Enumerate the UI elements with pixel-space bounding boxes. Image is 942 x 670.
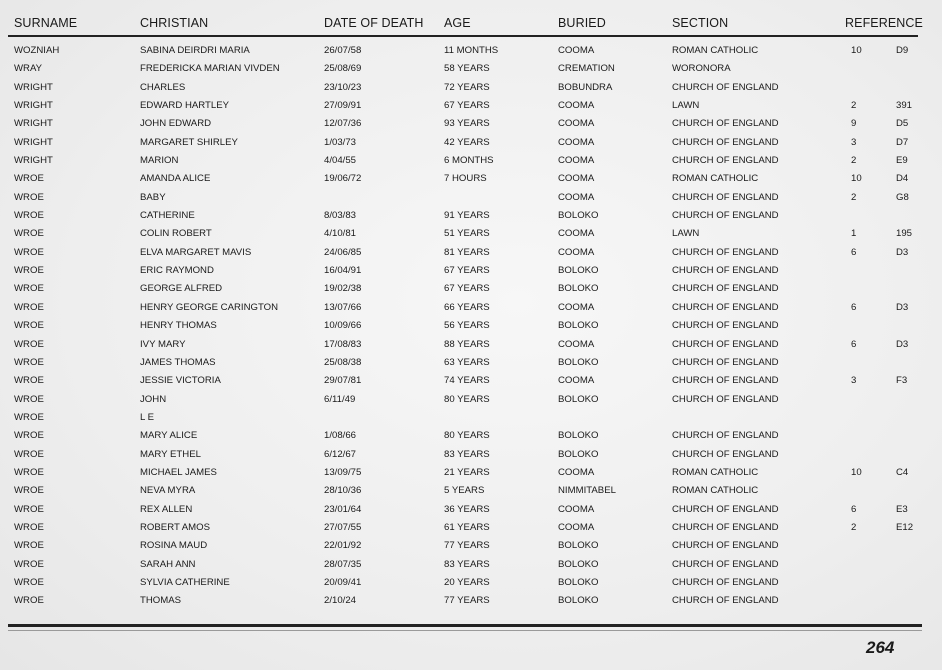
table-row [0,61,942,79]
cell-age: 7 HOURS [444,173,487,185]
table-row [0,245,942,263]
table-row [0,355,942,373]
cell-surname: WOZNIAH [14,45,60,56]
cell-section: CHURCH OF ENGLAND [672,595,779,607]
cell-age: 77 YEARS [444,540,490,552]
page-number: 264 [866,638,895,657]
cell-reference-number: 2 [851,191,857,203]
cell-surname: WROE [14,320,44,332]
cell-reference-code: D3 [896,338,909,350]
cell-date-of-death: 24/06/85 [324,246,362,258]
cell-christian: CHARLES [140,81,186,93]
cell-surname: WRIGHT [14,155,53,167]
cell-age: 6 MONTHS [444,155,494,167]
cell-date-of-death: 19/02/38 [324,283,362,295]
table-row [0,410,942,428]
cell-surname: WRIGHT [14,118,53,130]
table-row [0,226,942,244]
cell-buried: COOMA [558,301,595,313]
cell-christian: JESSIE VICTORIA [140,375,221,387]
cell-christian: REX ALLEN [140,503,193,515]
cell-christian: EDWARD HARTLEY [140,100,230,112]
cell-christian: ROSINA MAUD [140,540,208,552]
table-row [0,80,942,98]
header-surname: SURNAME [14,16,78,30]
cell-age: 83 YEARS [444,558,490,570]
cell-reference-number: 10 [851,173,862,185]
cell-buried: COOMA [558,375,595,387]
cell-date-of-death: 1/03/73 [324,136,357,148]
cell-surname: WROE [14,338,44,350]
table-row [0,171,942,189]
cell-buried: NIMMITABEL [558,485,616,497]
table-row [0,300,942,318]
cell-reference-number: 3 [851,136,857,148]
cell-surname: WROE [14,210,44,222]
cell-reference-number: 6 [851,246,857,258]
cell-section: CHURCH OF ENGLAND [672,118,779,130]
cell-surname: WROE [14,576,44,588]
cell-buried: BOLOKO [558,393,599,405]
cell-buried: BOBUNDRA [558,81,613,93]
cell-buried: COOMA [558,503,595,515]
cell-section: CHURCH OF ENGLAND [672,521,779,533]
cell-age: 80 YEARS [444,430,490,442]
cell-reference-number: 6 [851,338,857,350]
cell-surname: WRIGHT [14,100,53,112]
cell-reference-code: D3 [896,301,909,313]
cell-reference-code: 195 [896,228,913,240]
cell-section: CHURCH OF ENGLAND [672,375,779,387]
cell-christian: HENRY THOMAS [140,320,217,332]
cell-date-of-death: 20/09/41 [324,576,362,588]
cell-surname: WROE [14,558,44,570]
cell-buried: COOMA [558,136,595,148]
cell-age: 67 YEARS [444,265,490,277]
cell-section: CHURCH OF ENGLAND [672,558,779,570]
cell-surname: WROE [14,430,44,442]
cell-section: CHURCH OF ENGLAND [672,393,779,405]
cell-buried: BOLOKO [558,576,599,588]
cell-christian: MICHAEL JAMES [140,466,217,478]
cell-date-of-death: 19/06/72 [324,173,362,185]
table-row [0,428,942,446]
table-row [0,116,942,134]
cell-surname: WRIGHT [14,81,53,93]
cell-age: 91 YEARS [444,210,490,222]
cell-date-of-death: 28/10/36 [324,485,362,497]
cell-section: CHURCH OF ENGLAND [672,576,779,588]
footer-rule [8,624,922,627]
header-date-of-death: DATE OF DEATH [324,16,424,30]
cell-surname: WROE [14,595,44,607]
cell-age: 88 YEARS [444,338,490,350]
cell-reference-code: G8 [896,191,909,203]
cell-reference-number: 10 [851,466,862,478]
table-row [0,538,942,556]
cell-christian: COLIN ROBERT [140,228,212,240]
cell-buried: BOLOKO [558,265,599,277]
cell-age: 36 YEARS [444,503,490,515]
cell-age: 74 YEARS [444,375,490,387]
cell-section: CHURCH OF ENGLAND [672,191,779,203]
cell-christian: SABINA DEIRDRI MARIA [140,45,250,56]
cell-date-of-death: 22/01/92 [324,540,362,552]
cell-reference-number: 9 [851,118,857,130]
cell-buried: COOMA [558,246,595,258]
cell-reference-code: D7 [896,136,909,148]
cell-reference-code: D3 [896,246,909,258]
table-row [0,575,942,593]
cell-date-of-death: 28/07/35 [324,558,362,570]
cell-date-of-death: 16/04/91 [324,265,362,277]
cell-christian: IVY MARY [140,338,186,350]
cell-date-of-death: 23/01/64 [324,503,362,515]
cell-buried: BOLOKO [558,540,599,552]
table-row [0,502,942,520]
table-row [0,135,942,153]
cell-surname: WROE [14,503,44,515]
cell-buried: COOMA [558,118,595,130]
cell-surname: WROE [14,283,44,295]
cell-buried: COOMA [558,228,595,240]
cell-reference-number: 2 [851,100,857,112]
cell-surname: WROE [14,466,44,478]
cell-buried: BOLOKO [558,320,599,332]
cell-reference-number: 6 [851,503,857,515]
cell-date-of-death: 25/08/38 [324,356,362,368]
cell-surname: WROE [14,228,44,240]
cell-reference-code: E9 [896,155,908,167]
cell-section: CHURCH OF ENGLAND [672,81,779,93]
cell-section: CHURCH OF ENGLAND [672,448,779,460]
cell-age: 11 MONTHS [444,45,499,56]
cell-surname: WROE [14,521,44,533]
table-row [0,447,942,465]
cell-age: 42 YEARS [444,136,490,148]
cell-christian: HENRY GEORGE CARINGTON [140,301,279,313]
cell-section: CHURCH OF ENGLAND [672,503,779,515]
cell-date-of-death: 29/07/81 [324,375,362,387]
cell-section: WORONORA [672,63,731,75]
cell-age: 20 YEARS [444,576,490,588]
cell-date-of-death: 27/07/55 [324,521,362,533]
cell-christian: GEORGE ALFRED [140,283,223,295]
cell-age: 66 YEARS [444,301,490,313]
cell-christian: ERIC RAYMOND [140,265,214,277]
table-body [0,43,942,612]
cell-buried: BOLOKO [558,448,599,460]
cell-section: CHURCH OF ENGLAND [672,155,779,167]
cell-reference-number: 2 [851,155,857,167]
cell-surname: WROE [14,301,44,313]
cell-buried: BOLOKO [558,283,599,295]
cell-christian: JAMES THOMAS [140,356,216,368]
cell-reference-code: D4 [896,173,909,185]
cell-date-of-death: 1/08/66 [324,430,357,442]
cell-surname: WROE [14,375,44,387]
cell-age: 51 YEARS [444,228,490,240]
cell-date-of-death: 27/09/91 [324,100,362,112]
cell-section: CHURCH OF ENGLAND [672,540,779,552]
cell-date-of-death: 6/12/67 [324,448,357,460]
cell-buried: CREMATION [558,63,615,75]
header-section: SECTION [672,16,729,30]
cell-christian: L E [140,411,155,423]
cell-reference-number: 6 [851,301,857,313]
cell-buried: BOLOKO [558,356,599,368]
cell-date-of-death: 12/07/36 [324,118,362,130]
cell-reference-number: 3 [851,375,857,387]
header-reference: REFERENCE [845,16,923,30]
cell-surname: WROE [14,393,44,405]
table-row [0,98,942,116]
cell-section: CHURCH OF ENGLAND [672,210,779,222]
table-row [0,281,942,299]
cell-section: CHURCH OF ENGLAND [672,356,779,368]
table-row [0,557,942,575]
cell-christian: BABY [140,191,166,203]
cell-surname: WRAY [14,63,43,75]
cell-christian: MARY ALICE [140,430,198,442]
cell-age: 83 YEARS [444,448,490,460]
cell-christian: JOHN [140,393,167,405]
cell-age: 67 YEARS [444,100,490,112]
cell-christian: SARAH ANN [140,558,196,570]
cell-buried: BOLOKO [558,210,599,222]
table-row [0,520,942,538]
table-row [0,373,942,391]
cell-surname: WRIGHT [14,136,53,148]
cell-date-of-death: 8/03/83 [324,210,357,222]
cell-age: 80 YEARS [444,393,490,405]
cell-age: 21 YEARS [444,466,490,478]
cell-buried: COOMA [558,45,595,56]
cell-buried: COOMA [558,155,595,167]
table-row [0,190,942,208]
cell-buried: COOMA [558,173,595,185]
table-row [0,43,942,61]
cell-christian: ELVA MARGARET MAVIS [140,246,252,258]
cell-section: LAWN [672,228,700,240]
cell-reference-number: 2 [851,521,857,533]
cell-surname: WROE [14,173,44,185]
cell-section: ROMAN CATHOLIC [672,45,759,56]
cell-age: 72 YEARS [444,81,490,93]
cell-section: CHURCH OF ENGLAND [672,265,779,277]
cell-surname: WROE [14,411,44,423]
cell-reference-code: 391 [896,100,913,112]
cell-age: 93 YEARS [444,118,490,130]
cell-reference-code: E3 [896,503,908,515]
cell-age: 58 YEARS [444,63,490,75]
cell-surname: WROE [14,448,44,460]
cell-christian: THOMAS [140,595,182,607]
table-header [0,16,942,36]
cell-date-of-death: 23/10/23 [324,81,362,93]
cell-surname: WROE [14,265,44,277]
cell-age: 81 YEARS [444,246,490,258]
cell-surname: WROE [14,356,44,368]
table-row [0,483,942,501]
cell-date-of-death: 13/09/75 [324,466,362,478]
cell-section: CHURCH OF ENGLAND [672,320,779,332]
table-row [0,593,942,611]
cell-christian: JOHN EDWARD [140,118,212,130]
cell-surname: WROE [14,191,44,203]
cell-section: LAWN [672,100,700,112]
cell-reference-code: F3 [896,375,908,387]
cell-date-of-death: 26/07/58 [324,45,362,56]
cell-buried: COOMA [558,521,595,533]
cell-surname: WROE [14,540,44,552]
cell-christian: MARY ETHEL [140,448,201,460]
cell-reference-code: C4 [896,466,909,478]
table-row [0,208,942,226]
header-rule [8,35,918,37]
cell-section: CHURCH OF ENGLAND [672,283,779,295]
cell-age: 56 YEARS [444,320,490,332]
cell-section: CHURCH OF ENGLAND [672,136,779,148]
table-row [0,153,942,171]
cell-section: ROMAN CATHOLIC [672,485,759,497]
cell-date-of-death: 25/08/69 [324,63,362,75]
header-buried: BURIED [558,16,606,30]
header-christian: CHRISTIAN [140,16,209,30]
cell-section: CHURCH OF ENGLAND [672,301,779,313]
cell-christian: AMANDA ALICE [140,173,211,185]
cell-surname: WROE [14,246,44,258]
cell-surname: WROE [14,485,44,497]
cell-age: 77 YEARS [444,595,490,607]
table-row [0,318,942,336]
cell-section: CHURCH OF ENGLAND [672,430,779,442]
cell-reference-number: 10 [851,45,862,56]
cell-reference-number: 1 [851,228,857,240]
cell-christian: ROBERT AMOS [140,521,211,533]
table-row [0,392,942,410]
cell-date-of-death: 13/07/66 [324,301,362,313]
cell-buried: COOMA [558,191,595,203]
cell-reference-code: E12 [896,521,914,533]
cell-section: ROMAN CATHOLIC [672,173,759,185]
cell-buried: COOMA [558,338,595,350]
cell-buried: COOMA [558,100,595,112]
cell-age: 67 YEARS [444,283,490,295]
cell-buried: BOLOKO [558,595,599,607]
cell-date-of-death: 6/11/49 [324,393,356,405]
cell-date-of-death: 2/10/24 [324,595,357,607]
header-age: AGE [444,16,471,30]
cell-section: CHURCH OF ENGLAND [672,338,779,350]
cell-section: CHURCH OF ENGLAND [672,246,779,258]
cell-christian: CATHERINE [140,210,195,222]
footer-rule-thin [8,630,922,631]
cell-christian: MARGARET SHIRLEY [140,136,238,148]
table-row [0,465,942,483]
cell-age: 63 YEARS [444,356,490,368]
table-row [0,337,942,355]
cell-buried: COOMA [558,466,595,478]
cell-reference-code: D9 [896,45,909,56]
cell-date-of-death: 4/04/55 [324,155,357,167]
cell-christian: SYLVIA CATHERINE [140,576,230,588]
cell-date-of-death: 10/09/66 [324,320,362,332]
cell-christian: FREDERICKA MARIAN VIVDEN [140,63,280,75]
cell-date-of-death: 17/08/83 [324,338,362,350]
cell-christian: NEVA MYRA [140,485,196,497]
table-row [0,263,942,281]
cell-age: 61 YEARS [444,521,490,533]
cell-date-of-death: 4/10/81 [324,228,357,240]
cell-buried: BOLOKO [558,558,599,570]
cell-age: 5 YEARS [444,485,485,497]
cell-buried: BOLOKO [558,430,599,442]
cell-christian: MARION [140,155,179,167]
cell-reference-code: D5 [896,118,909,130]
cell-section: ROMAN CATHOLIC [672,466,759,478]
